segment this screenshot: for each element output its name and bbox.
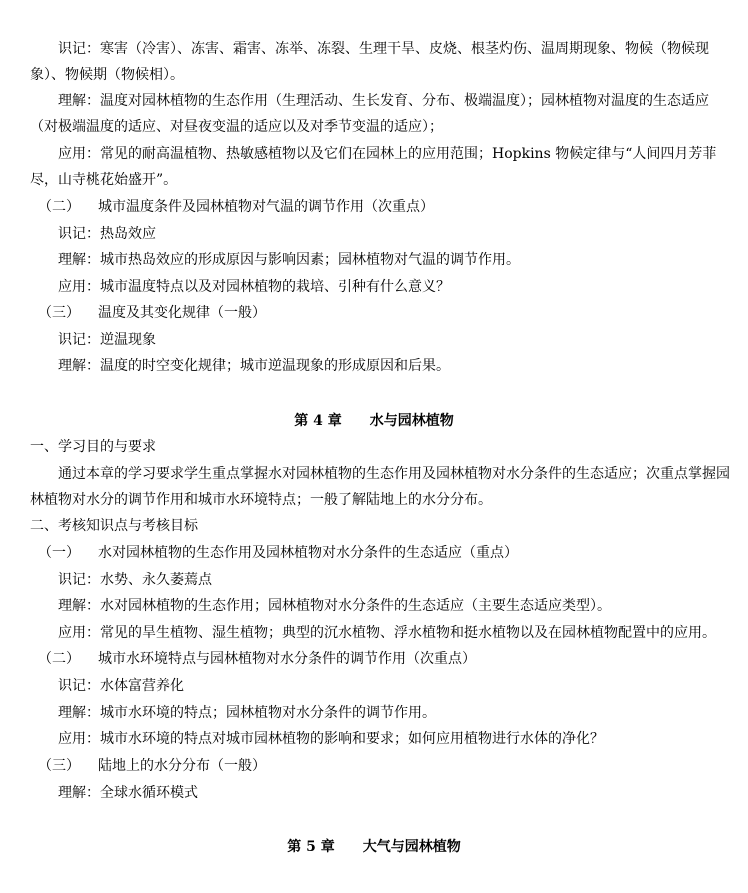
ch3-understand-2: 理解：城市热岛效应的形成原因与影响因素；园林植物对气温的调节作用。 bbox=[58, 252, 520, 268]
ch3-subsection-3 bbox=[38, 300, 266, 326]
ch4-apply-1: 应用：常见的旱生植物、湿生植物；典型的沉水植物、浮水植物和挺水植物以及在园林植物配置中的应用。 bbox=[58, 625, 716, 641]
ch4-understand-3: 理解：全球水循环模式 bbox=[58, 785, 198, 801]
chapter-number: 第 5 章 bbox=[287, 839, 335, 855]
subsection-title: 陆地上的水分分布（一般） bbox=[98, 758, 266, 774]
subsection-number: （一） bbox=[38, 545, 80, 561]
ch4-section-2: 二、考核知识点与考核目标 bbox=[30, 518, 198, 534]
ch4-understand-1: 理解：水对园林植物的生态作用；园林植物对水分条件的生态适应（主要生态适应类型）。 bbox=[58, 598, 611, 614]
ch4-recall-1: 识记：水势、永久萎蔫点 bbox=[58, 572, 212, 588]
subsection-number: （二） bbox=[38, 651, 80, 667]
subsection-title: 城市温度条件及园林植物对气温的调节作用（次重点） bbox=[98, 199, 434, 215]
ch4-apply-2: 应用：城市水环境的特点对城市园林植物的影响和要求；如何应用植物进行水体的净化？ bbox=[58, 731, 604, 747]
ch3-recall-1: 识记：寒害（冷害）、冻害、霜害、冻举、冻裂、生理干旱、皮烧、根茎灼伤、温周期现象、物候（物候现象）、物候期（物候相）。 bbox=[30, 41, 709, 83]
ch4-subsection-2 bbox=[38, 646, 476, 672]
subsection-title: 温度及其变化规律（一般） bbox=[98, 305, 266, 321]
chapter-5-heading bbox=[0, 834, 748, 860]
subsection-number: （三） bbox=[38, 758, 80, 774]
ch3-understand-3: 理解：温度的时空变化规律；城市逆温现象的形成原因和后果。 bbox=[58, 358, 450, 374]
ch4-recall-2: 识记：水体富营养化 bbox=[58, 678, 184, 694]
chapter-title: 大气与园林植物 bbox=[362, 839, 461, 855]
ch4-understand-2: 理解：城市水环境的特点；园林植物对水分条件的调节作用。 bbox=[58, 705, 436, 721]
ch3-understand-1: 理解：温度对园林植物的生态作用（生理活动、生长发育、分布、极端温度）；园林植物对温度的生态适应（对极端温度的适应、对昼夜变温的适应以及对季节变温的适应）； bbox=[30, 93, 709, 135]
ch4-subsection-1 bbox=[38, 540, 518, 566]
subsection-number: （三） bbox=[38, 305, 80, 321]
chapter-4-heading bbox=[0, 408, 748, 434]
chapter-number: 第 4 章 bbox=[294, 413, 342, 429]
ch3-recall-2: 识记：热岛效应 bbox=[58, 226, 156, 242]
subsection-title: 水对园林植物的生态作用及园林植物对水分条件的生态适应（重点） bbox=[98, 545, 518, 561]
ch3-apply-2: 应用：城市温度特点以及对园林植物的栽培、引种有什么意义？ bbox=[58, 279, 450, 295]
chapter-title: 水与园林植物 bbox=[369, 413, 454, 429]
ch4-section-1: 一、学习目的与要求 bbox=[30, 439, 156, 455]
subsection-title: 城市水环境特点与园林植物对水分条件的调节作用（次重点） bbox=[98, 651, 476, 667]
ch4-goal: 通过本章的学习要求学生重点掌握水对园林植物的生态作用及园林植物对水分条件的生态适应；次重点掌握园林植物对水分的调节作用和城市水环境特点；一般了解陆地上的水分分布。 bbox=[30, 466, 730, 508]
ch3-apply-1: 应用：常见的耐高温植物、热敏感植物以及它们在园林上的应用范围；Hopkins 物候定律与“人间四月芳菲尽，山寺桃花始盛开”。 bbox=[30, 146, 717, 188]
subsection-number: （二） bbox=[38, 199, 80, 215]
ch4-subsection-3 bbox=[38, 753, 266, 779]
ch3-recall-3: 识记：逆温现象 bbox=[58, 332, 156, 348]
ch3-subsection-2 bbox=[38, 194, 434, 220]
